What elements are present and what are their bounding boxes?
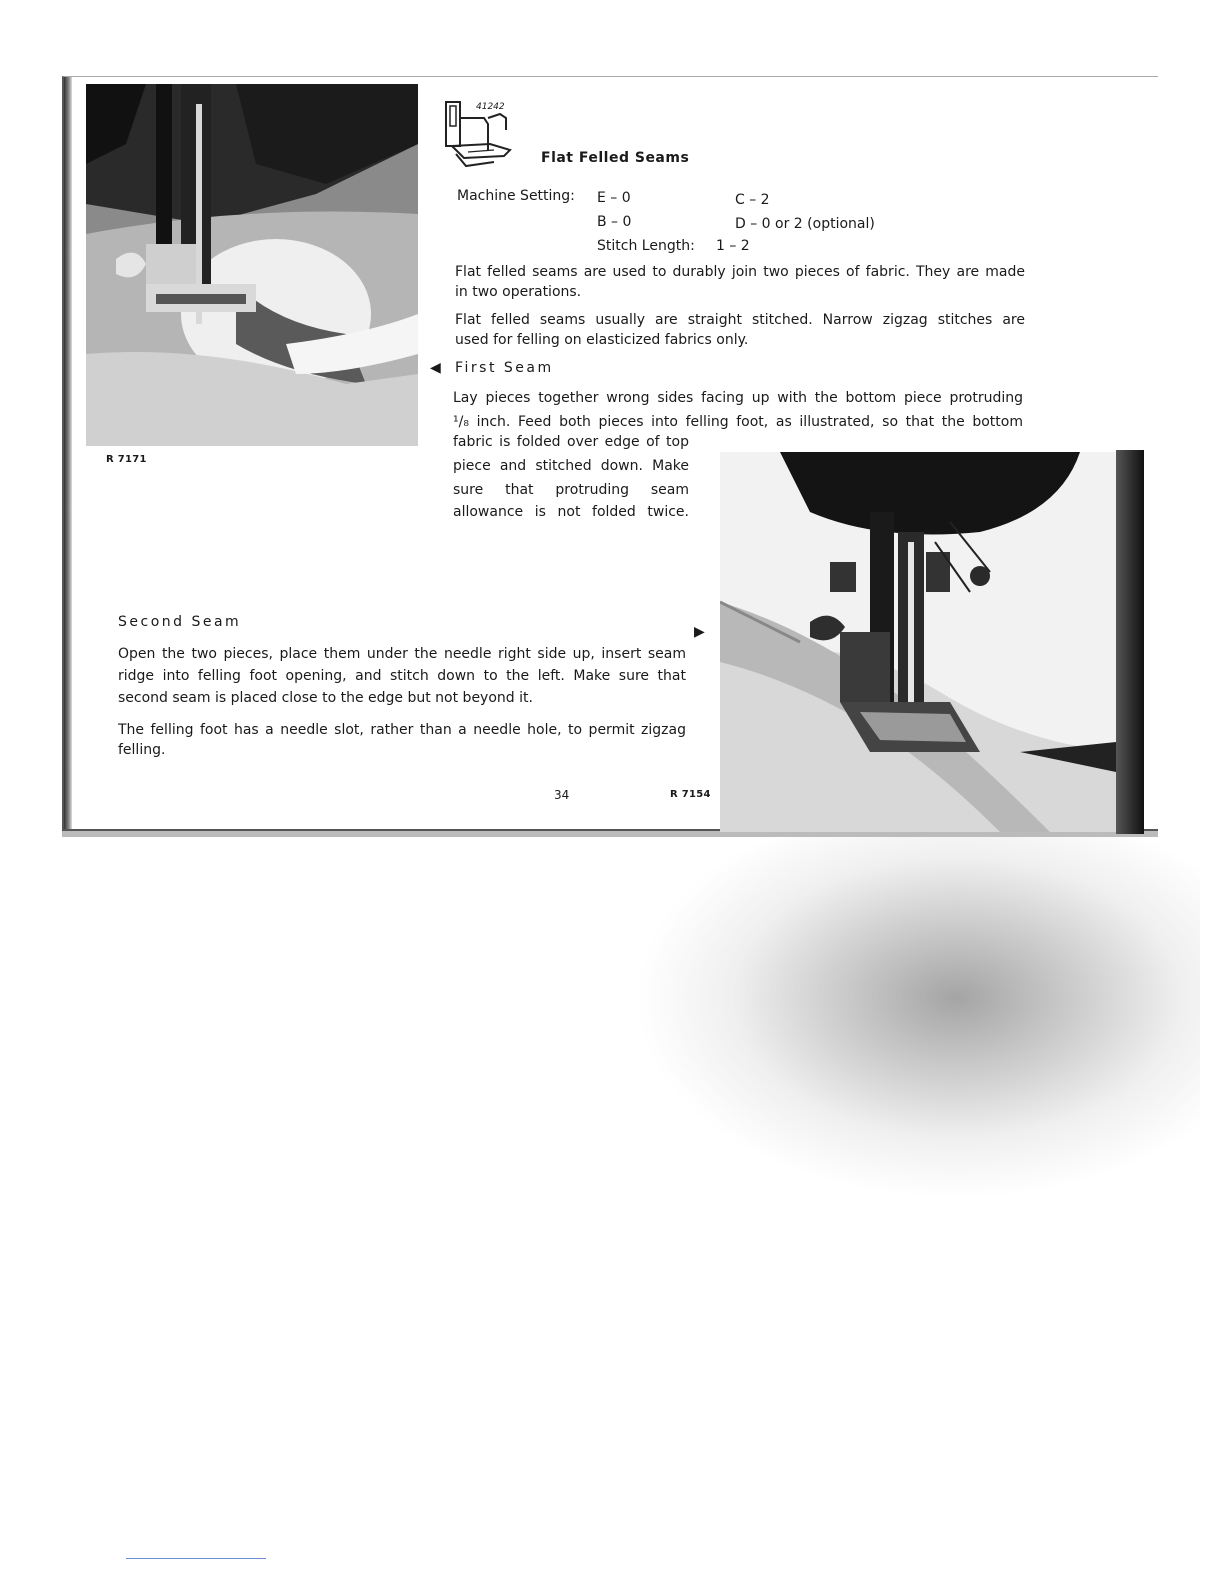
page-title: Flat Felled Seams	[541, 150, 690, 166]
felling-foot-icon	[444, 100, 514, 174]
intro-line: Flat felled seams are used to durably join two pieces of fabric. They are made	[455, 264, 1025, 280]
second-seam-note-line: The felling foot has a needle slot, rather than a needle hole, to permit zigzag	[118, 722, 686, 738]
second-seam-line: ridge into felling foot opening, and stitch down to the left. Make sure that	[118, 668, 686, 684]
intro-line: Flat felled seams usually are straight stitched. Narrow zigzag stitches are	[455, 312, 1025, 328]
photo-caption-left: R 7171	[106, 454, 147, 465]
setting-e: E – 0	[597, 190, 631, 206]
stitch-length-label: Stitch Length:	[597, 238, 695, 254]
arrow-left-icon: ◀	[430, 360, 441, 376]
page-edge	[1116, 450, 1144, 834]
sewing-foot-photo-right	[720, 452, 1116, 832]
first-seam-line: piece and stitched down. Make	[453, 458, 689, 474]
first-seam-line: Lay pieces together wrong sides facing up with the bottom piece protruding	[453, 390, 1023, 406]
sewing-foot-photo-left	[86, 84, 418, 446]
first-seam-line: ¹/₈ inch. Feed both pieces into felling foot, as illustrated, so that the bottom	[453, 414, 1023, 430]
first-seam-line: fabric is folded over edge of top	[453, 434, 689, 450]
second-seam-line: Open the two pieces, place them under the needle right side up, insert seam	[118, 646, 686, 662]
stitch-length-value: 1 – 2	[716, 238, 750, 254]
first-seam-line: sure that protruding seam	[453, 482, 689, 498]
machine-setting-label: Machine Setting:	[457, 188, 575, 204]
scan-shadow	[560, 830, 1200, 1250]
arrow-right-icon: ▶	[694, 624, 705, 640]
page-number: 34	[554, 788, 570, 802]
second-seam-line: second seam is placed close to the edge but not beyond it.	[118, 690, 533, 706]
second-seam-heading: Second Seam	[118, 614, 242, 630]
setting-d: D – 0 or 2 (optional)	[735, 216, 875, 232]
photo-caption-right: R 7154	[670, 789, 711, 800]
first-seam-line: allowance is not folded twice.	[453, 504, 689, 520]
first-seam-heading: First Seam	[455, 360, 554, 376]
setting-c: C – 2	[735, 192, 770, 208]
part-number: 41242	[476, 102, 505, 112]
intro-line: used for felling on elasticized fabrics only.	[455, 332, 749, 348]
footer-rule	[126, 1558, 266, 1559]
setting-b: B – 0	[597, 214, 632, 230]
second-seam-note-line: felling.	[118, 742, 166, 758]
intro-line: in two operations.	[455, 284, 582, 300]
